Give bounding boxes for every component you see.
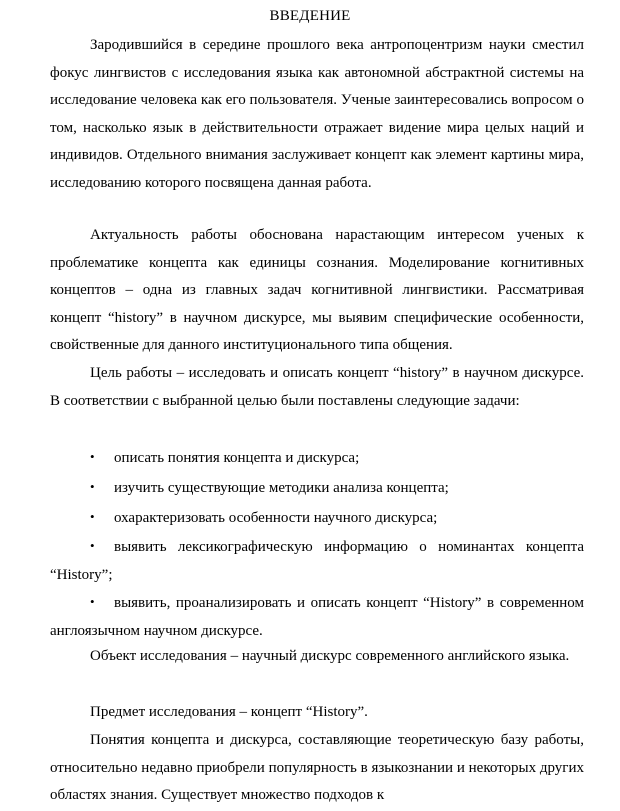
bullet-icon: • [90, 594, 95, 609]
list-item-text: охарактеризовать особенности научного дискурса; [114, 510, 438, 526]
bullet-icon: • [90, 538, 95, 553]
bullet-icon: • [90, 449, 95, 464]
paragraph-subject: Предмет исследования – концепт “History”. [90, 704, 368, 720]
paragraph-concepts: Понятия концепта и дискурса, составляющие теоретическую базу работы, относительно недавно приобрели популярность в языкознании и некоторых других областях знания. Существует множество подходов к [50, 732, 584, 803]
list-item [50, 473, 584, 503]
list-item [50, 443, 584, 473]
paragraph-relevance: Актуальность работы обоснована нарастающим интересом ученых к проблематике концепта как единицы сознания. Моделирование когнитивных концептов – одна из главных задач когнитивной лингвистики. Рассматривая концепт “history” в научном дискурсе, мы выявим специфические особенности, свойственные для данного институционального типа общения. [50, 227, 584, 353]
list-item-text: изучить существующие методики анализа концепта; [114, 480, 449, 496]
bullet-icon: • [90, 479, 95, 494]
paragraph-goal: Цель работы – исследовать и описать концепт “history” в научном дискурсе. В соответствии с выбранной целью были поставлены следующие задачи: [50, 365, 584, 409]
list-item-text: описать понятия концепта и дискурса; [114, 450, 360, 466]
list-item-text: выявить, проанализировать и описать концепт “History” в современном англоязычном научном дискурсе. [50, 595, 584, 639]
list-item-text: выявить лексикографическую информацию о номинантах концепта “History”; [50, 539, 584, 583]
paragraph-intro: Зародившийся в середине прошлого века антропоцентризм науки сместил фокус лингвистов с исследования языка как автономной абстрактной системы на исследование человека как его пользователя. Ученые заинтересовались вопросом о том, насколько язык в действительности отражает видение мира целых наций и индивидов. Отдельного внимания заслуживает концепт как элемент картины мира, исследованию которого посвящена данная работа. [50, 37, 584, 191]
list-item [50, 588, 584, 645]
list-item [50, 503, 584, 533]
list-item [50, 532, 584, 589]
page-title: ВВЕДЕНИЕ [269, 8, 351, 24]
bullet-icon: • [90, 509, 95, 524]
paragraph-object: Объект исследования – научный дискурс современного английского языка. [90, 648, 570, 664]
